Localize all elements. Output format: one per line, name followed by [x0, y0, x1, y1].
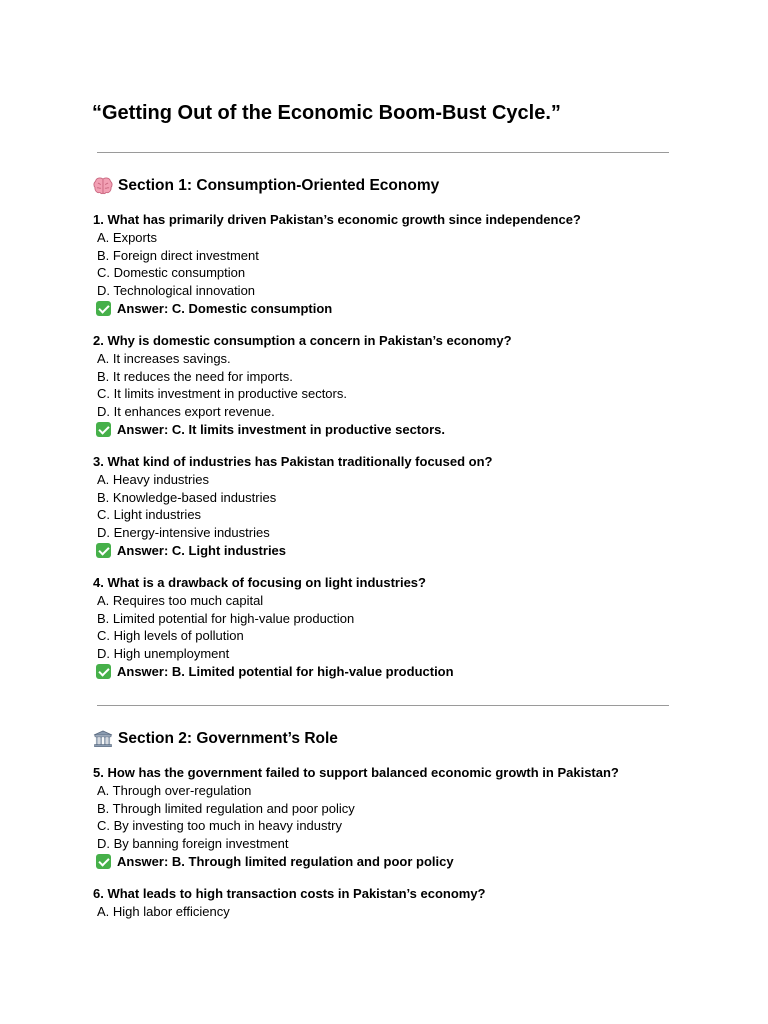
answer-option: B. It reduces the need for imports. [97, 368, 293, 384]
question-block [93, 332, 713, 439]
correct-answer [93, 542, 713, 560]
answer-option: B. Foreign direct investment [97, 247, 259, 263]
document-title: “Getting Out of the Economic Boom-Bust Cycle.” [92, 102, 561, 124]
correct-answer-text: Answer: C. Domestic consumption [117, 300, 333, 316]
question-block [93, 885, 713, 921]
check-mark-icon [96, 422, 111, 437]
section-heading [93, 729, 338, 749]
correct-answer [93, 853, 713, 871]
answer-option: C. Light industries [97, 507, 202, 523]
correct-answer [93, 421, 713, 439]
answer-option: D. By banning foreign investment [97, 836, 289, 852]
answer-option: A. Requires too much capital [97, 592, 264, 608]
question-text: 6. What leads to high transaction costs in Pakistan’s economy? [93, 886, 486, 901]
check-mark-icon [96, 854, 111, 869]
correct-answer [93, 663, 713, 681]
correct-answer-text: Answer: B. Limited potential for high-value production [117, 663, 454, 679]
question-block [93, 764, 713, 871]
correct-answer-text: Answer: B. Through limited regulation and poor policy [117, 853, 454, 869]
answer-option: C. By investing too much in heavy industry [97, 818, 342, 834]
answer-option: B. Through limited regulation and poor policy [97, 800, 355, 816]
answer-option: C. It limits investment in productive sectors. [97, 386, 347, 402]
section-heading [93, 176, 439, 196]
divider [97, 705, 669, 706]
question-block [93, 453, 713, 560]
answer-option: B. Limited potential for high-value production [97, 610, 355, 626]
question-text: 1. What has primarily driven Pakistan’s economic growth since independence? [93, 212, 581, 227]
section-heading-label: Section 2: Government’s Role [118, 730, 338, 747]
check-mark-icon [96, 664, 111, 679]
correct-answer-text: Answer: C. It limits investment in productive sectors. [117, 421, 445, 437]
answer-option: A. High labor efficiency [97, 903, 230, 919]
answer-option: D. High unemployment [97, 646, 230, 662]
answer-option: C. Domestic consumption [97, 265, 246, 281]
correct-answer [93, 300, 713, 318]
question-block [93, 211, 713, 318]
check-mark-icon [96, 543, 111, 558]
brain-icon [93, 177, 113, 195]
answer-option: A. Through over-regulation [97, 782, 252, 798]
question-text: 3. What kind of industries has Pakistan traditionally focused on? [93, 454, 493, 469]
answer-option: D. Technological innovation [97, 283, 256, 299]
question-text: 2. Why is domestic consumption a concern in Pakistan’s economy? [93, 333, 512, 348]
question-block [93, 574, 713, 681]
answer-option: D. It enhances export revenue. [97, 404, 275, 420]
answer-option: A. It increases savings. [97, 350, 231, 366]
check-mark-icon [96, 301, 111, 316]
question-text: 5. How has the government failed to support balanced economic growth in Pakistan? [93, 765, 619, 780]
divider [97, 152, 669, 153]
classical-building-icon [93, 730, 113, 748]
answer-option: B. Knowledge-based industries [97, 489, 277, 505]
correct-answer-text: Answer: C. Light industries [117, 542, 287, 558]
answer-option: C. High levels of pollution [97, 628, 244, 644]
answer-option: D. Energy-intensive industries [97, 525, 270, 541]
section-heading-label: Section 1: Consumption-Oriented Economy [118, 177, 440, 194]
question-text: 4. What is a drawback of focusing on light industries? [93, 575, 426, 590]
answer-option: A. Heavy industries [97, 471, 209, 487]
answer-option: A. Exports [97, 229, 157, 245]
